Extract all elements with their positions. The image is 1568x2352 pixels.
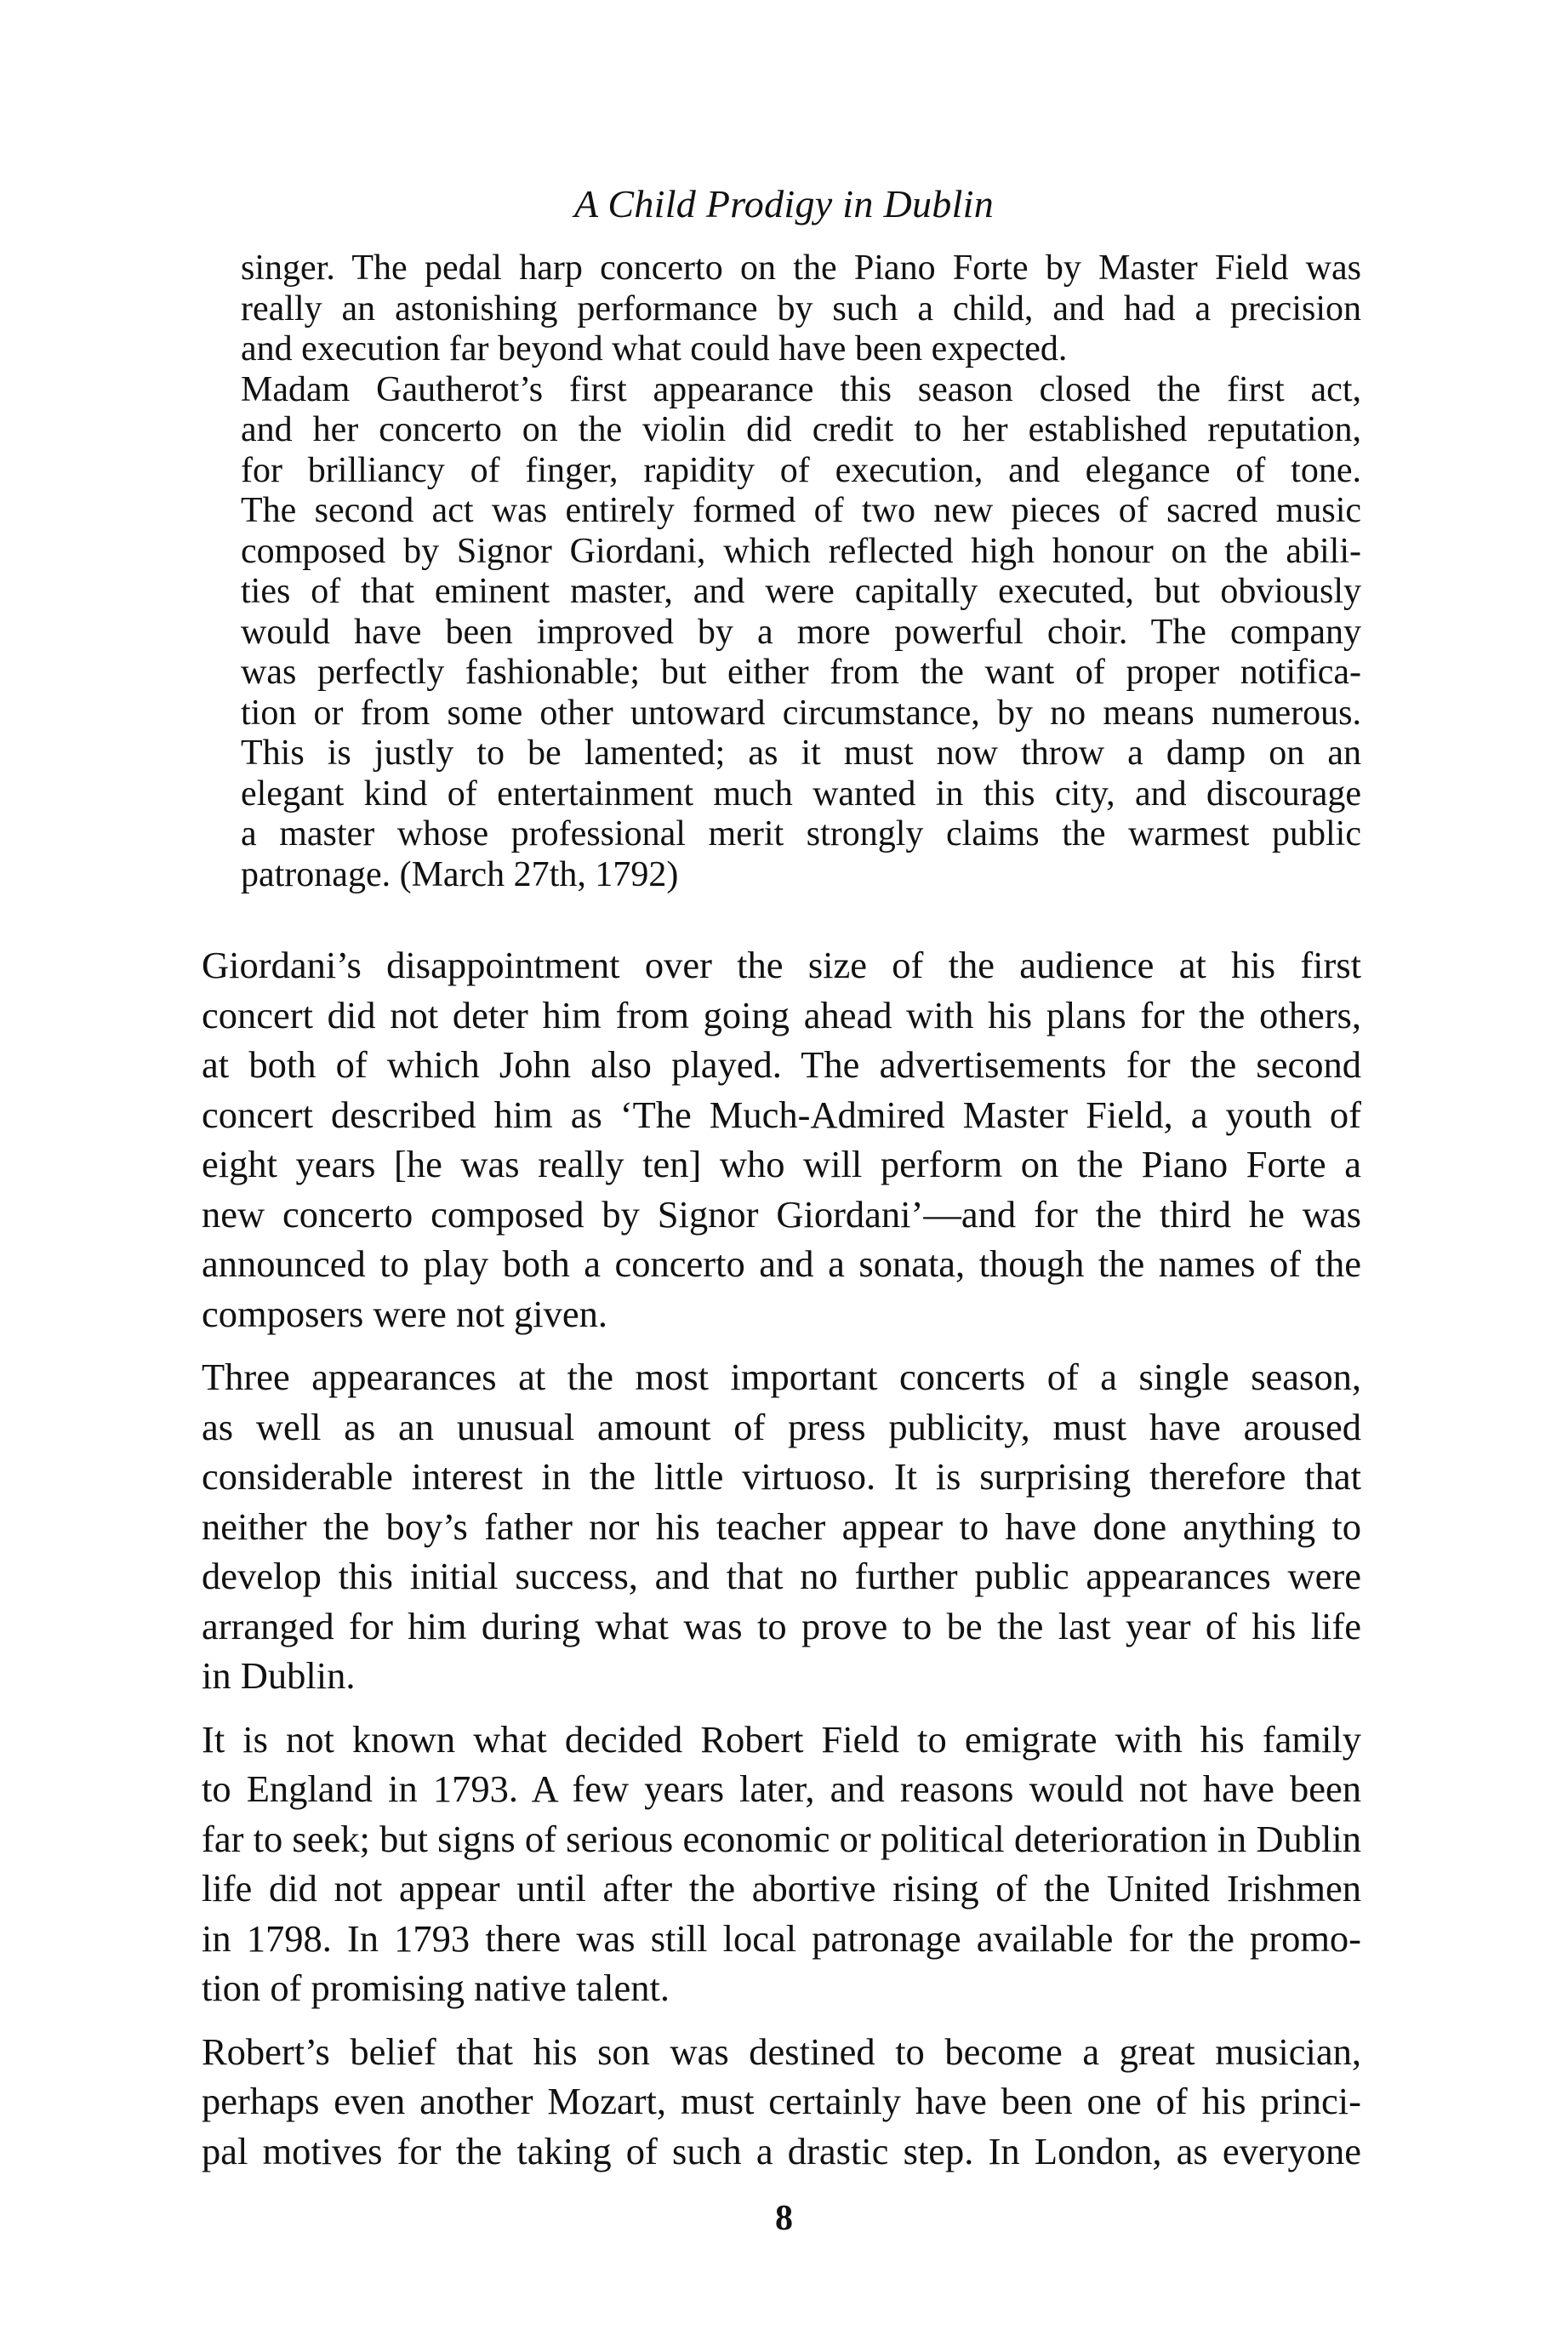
text-line: in 1798. In 1793 there was still local patronage available for the promo- [202,1916,1361,1960]
text-line: was perfectly fashionable; but either from the want of proper notifica- [241,653,1361,692]
text-line: really an astonishing performance by such a child, and had a precision [241,288,1361,328]
text-line: and execution far beyond what could have been expected. [241,329,1068,368]
text-line: concert did not deter him from going ahead with his plans for the others, [202,993,1361,1036]
text-line: Madam Gautherot’s first appearance this season closed the first act, [241,369,1361,409]
text-line: Robert’s belief that his son was destined to become a great musician, [202,2029,1361,2073]
text-line: composers were not given. [202,1292,608,1335]
text-line: The second act was entirely formed of two new pieces of sacred music [241,491,1361,530]
text-line: and her concerto on the violin did credit to her established reputation, [241,410,1361,449]
text-line: far to seek; but signs of serious economic or political deterioration in Dublin [202,1817,1361,1860]
text-line: neither the boy’s father nor his teacher appear to have done anything to [202,1504,1361,1548]
text-line: tion of promising native talent. [202,1967,670,2009]
text-line: eight years [he was really ten] who will perform on the Piano Forte a [202,1143,1361,1185]
text-line: would have been improved by a more powerful choir. The company [241,612,1361,652]
text-line: It is not known what decided Robert Field to emigrate with his family [202,1717,1361,1761]
text-line: as well as an unusual amount of press publicity, must have aroused [202,1405,1361,1448]
text-line: Giordani’s disappointment over the size of the audience at his first [202,944,1361,986]
text-line: ties of that eminent master, and were capitally executed, but obviously [241,572,1361,611]
text-line: at both of which John also played. The advertisements for the second [202,1043,1361,1086]
text-line: in Dublin. [202,1654,356,1697]
text-line: patronage. (March 27th, 1792) [241,854,679,894]
text-line: concert described him as ‘The Much-Admired Master Field, a youth of [202,1093,1361,1136]
page-number: 8 [775,2199,793,2238]
text-line: announced to play both a concerto and a sonata, though the names of the [202,1242,1361,1285]
body-paragraph-4 [202,2027,1361,2177]
text-line: tion or from some other untoward circumstance, by no means numerous. [241,693,1361,733]
text-line: for brilliancy of finger, rapidity of execution, and elegance of tone. [241,450,1361,490]
quote-paragraph-1 [241,248,1361,370]
text-line: singer. The pedal harp concerto on the Piano Forte by Master Field was [241,248,1361,288]
body-paragraph-2 [202,1352,1361,1701]
quoted-review [241,248,1361,895]
text-line: new concerto composed by Signor Giordani’—and for the third he was [202,1192,1361,1236]
body-text [202,940,1361,2189]
text-line: This is justly to be lamented; as it must now throw a damp on an [241,734,1361,773]
text-line: Three appearances at the most important concerts of a single season, [202,1356,1361,1398]
text-line: arranged for him during what was to prove to be the last year of his life [202,1604,1361,1647]
text-line: life did not appear until after the abortive rising of the United Irishmen [202,1867,1361,1910]
body-paragraph-3 [202,1715,1361,2013]
text-line: pal motives for the taking of such a drastic step. In London, as everyone [202,2129,1361,2172]
text-line: perhaps even another Mozart, must certainly have been one of his princi- [202,2080,1361,2122]
quote-paragraph-2 [241,370,1361,896]
text-line: develop this initial success, and that no further public appearances were [202,1555,1361,1597]
text-line: a master whose professional merit strongly claims the warmest public [241,814,1361,853]
text-line: elegant kind of entertainment much wanted in this city, and discourage [241,774,1361,813]
running-head: A Child Prodigy in Dublin [573,182,995,225]
text-line: considerable interest in the little virtuoso. It is surprising therefore that [202,1455,1361,1498]
body-paragraph-1 [202,940,1361,1339]
text-line: to England in 1793. A few years later, and reasons would not have been [202,1767,1361,1810]
text-line: composed by Signor Giordani, which reflected high honour on the abili- [241,531,1361,571]
